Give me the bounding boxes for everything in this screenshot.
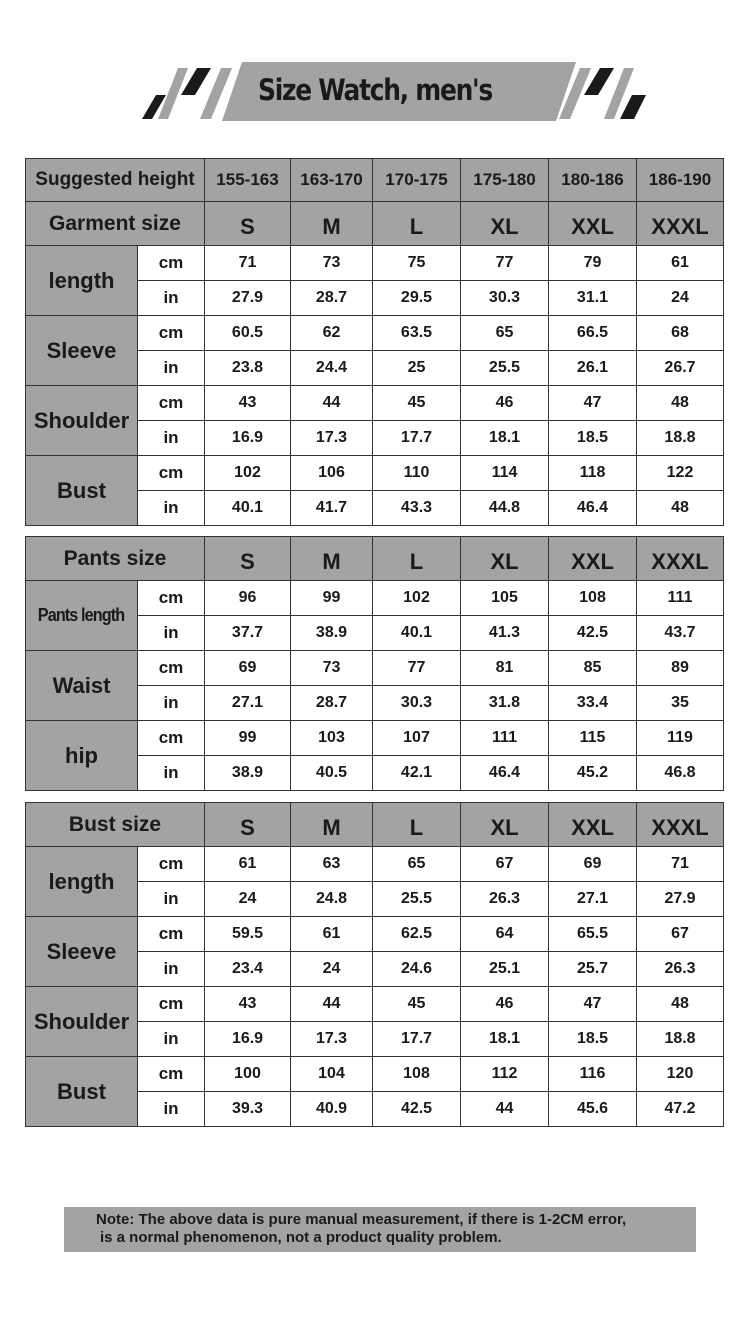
size-header-row (26, 202, 724, 246)
garment-size-label: Garment size (26, 202, 205, 246)
unit-in: in (138, 952, 205, 987)
size-cell: M (291, 803, 373, 847)
value-cell: 23.8 (205, 351, 291, 386)
value-cell: 105 (461, 581, 549, 616)
value-cell: 81 (461, 651, 549, 686)
value-cell: 102 (373, 581, 461, 616)
value-cell: 43.7 (637, 616, 724, 651)
size-cell: XXL (549, 202, 637, 246)
value-cell: 112 (461, 1057, 549, 1092)
value-cell: 85 (549, 651, 637, 686)
unit-in: in (138, 616, 205, 651)
value-cell: 25.1 (461, 952, 549, 987)
value-cell: 42.1 (373, 756, 461, 791)
size-cell: XXXL (637, 537, 724, 581)
value-cell: 48 (637, 386, 724, 421)
size-cell: M (291, 537, 373, 581)
height-cell: 180-186 (549, 159, 637, 202)
value-cell: 71 (205, 246, 291, 281)
row-label: Waist (26, 651, 138, 721)
value-cell: 75 (373, 246, 461, 281)
bust-size-table (25, 802, 724, 1127)
value-cell: 24.6 (373, 952, 461, 987)
value-cell: 30.3 (373, 686, 461, 721)
unit-in: in (138, 281, 205, 316)
table-row (26, 316, 724, 351)
value-cell: 17.3 (291, 421, 373, 456)
unit-cm: cm (138, 386, 205, 421)
pants-size-table (25, 536, 724, 791)
value-cell: 18.8 (637, 1022, 724, 1057)
value-cell: 107 (373, 721, 461, 756)
table-row (26, 721, 724, 756)
value-cell: 68 (637, 316, 724, 351)
value-cell: 63 (291, 847, 373, 882)
value-cell: 16.9 (205, 421, 291, 456)
value-cell: 46.8 (637, 756, 724, 791)
value-cell: 24 (291, 952, 373, 987)
size-header-row (26, 537, 724, 581)
value-cell: 116 (549, 1057, 637, 1092)
value-cell: 27.9 (637, 882, 724, 917)
value-cell: 114 (461, 456, 549, 491)
table-row (26, 386, 724, 421)
row-label: hip (26, 721, 138, 791)
value-cell: 47 (549, 987, 637, 1022)
value-cell: 18.1 (461, 1022, 549, 1057)
value-cell: 17.3 (291, 1022, 373, 1057)
row-label: Shoulder (26, 987, 138, 1057)
value-cell: 73 (291, 651, 373, 686)
value-cell: 44 (461, 1092, 549, 1127)
height-cell: 186-190 (637, 159, 724, 202)
table-row (26, 987, 724, 1022)
table-row (26, 651, 724, 686)
unit-cm: cm (138, 987, 205, 1022)
row-label: Bust (26, 1057, 138, 1127)
value-cell: 43.3 (373, 491, 461, 526)
value-cell: 35 (637, 686, 724, 721)
unit-in: in (138, 1092, 205, 1127)
value-cell: 108 (373, 1057, 461, 1092)
value-cell: 67 (461, 847, 549, 882)
value-cell: 59.5 (205, 917, 291, 952)
value-cell: 77 (373, 651, 461, 686)
size-cell: L (373, 537, 461, 581)
value-cell: 42.5 (373, 1092, 461, 1127)
value-cell: 61 (205, 847, 291, 882)
size-cell: XXXL (637, 803, 724, 847)
value-cell: 24.4 (291, 351, 373, 386)
value-cell: 40.5 (291, 756, 373, 791)
value-cell: 64 (461, 917, 549, 952)
value-cell: 118 (549, 456, 637, 491)
value-cell: 45 (373, 386, 461, 421)
value-cell: 27.9 (205, 281, 291, 316)
value-cell: 48 (637, 491, 724, 526)
value-cell: 28.7 (291, 281, 373, 316)
value-cell: 33.4 (549, 686, 637, 721)
value-cell: 27.1 (205, 686, 291, 721)
size-cell: S (205, 202, 291, 246)
value-cell: 65 (373, 847, 461, 882)
unit-in: in (138, 351, 205, 386)
value-cell: 111 (461, 721, 549, 756)
value-cell: 43 (205, 987, 291, 1022)
value-cell: 17.7 (373, 1022, 461, 1057)
value-cell: 110 (373, 456, 461, 491)
value-cell: 67 (637, 917, 724, 952)
value-cell: 66.5 (549, 316, 637, 351)
value-cell: 99 (291, 581, 373, 616)
value-cell: 65 (461, 316, 549, 351)
value-cell: 104 (291, 1057, 373, 1092)
value-cell: 16.9 (205, 1022, 291, 1057)
size-cell: L (373, 803, 461, 847)
value-cell: 18.1 (461, 421, 549, 456)
row-label: length (26, 847, 138, 917)
value-cell: 45.2 (549, 756, 637, 791)
bust-size-label: Bust size (26, 803, 205, 847)
value-cell: 99 (205, 721, 291, 756)
value-cell: 47.2 (637, 1092, 724, 1127)
value-cell: 120 (637, 1057, 724, 1092)
value-cell: 25 (373, 351, 461, 386)
value-cell: 61 (637, 246, 724, 281)
value-cell: 27.1 (549, 882, 637, 917)
size-cell: XXL (549, 537, 637, 581)
size-cell: XL (461, 803, 549, 847)
value-cell: 42.5 (549, 616, 637, 651)
value-cell: 39.3 (205, 1092, 291, 1127)
size-cell: XL (461, 537, 549, 581)
value-cell: 26.3 (461, 882, 549, 917)
value-cell: 26.1 (549, 351, 637, 386)
value-cell: 46.4 (461, 756, 549, 791)
value-cell: 96 (205, 581, 291, 616)
value-cell: 46 (461, 386, 549, 421)
row-label-cell (26, 581, 138, 651)
value-cell: 28.7 (291, 686, 373, 721)
size-cell: XXL (549, 803, 637, 847)
value-cell: 29.5 (373, 281, 461, 316)
value-cell: 25.5 (373, 882, 461, 917)
value-cell: 31.1 (549, 281, 637, 316)
table-row (26, 1057, 724, 1092)
value-cell: 46.4 (549, 491, 637, 526)
value-cell: 24 (205, 882, 291, 917)
value-cell: 26.3 (637, 952, 724, 987)
row-label: length (26, 246, 138, 316)
value-cell: 115 (549, 721, 637, 756)
value-cell: 18.5 (549, 421, 637, 456)
value-cell: 23.4 (205, 952, 291, 987)
value-cell: 38.9 (291, 616, 373, 651)
value-cell: 65.5 (549, 917, 637, 952)
pants-size-label: Pants size (26, 537, 205, 581)
value-cell: 71 (637, 847, 724, 882)
size-cell: S (205, 803, 291, 847)
table-row (26, 246, 724, 281)
value-cell: 30.3 (461, 281, 549, 316)
row-label: Sleeve (26, 917, 138, 987)
value-cell: 45.6 (549, 1092, 637, 1127)
value-cell: 69 (205, 651, 291, 686)
table-row (26, 456, 724, 491)
value-cell: 60.5 (205, 316, 291, 351)
unit-in: in (138, 686, 205, 721)
page-title: Size Watch, men's (258, 73, 492, 107)
value-cell: 119 (637, 721, 724, 756)
value-cell: 73 (291, 246, 373, 281)
value-cell: 40.1 (373, 616, 461, 651)
size-cell: XL (461, 202, 549, 246)
value-cell: 41.7 (291, 491, 373, 526)
value-cell: 45 (373, 987, 461, 1022)
value-cell: 69 (549, 847, 637, 882)
table-row (26, 917, 724, 952)
value-cell: 79 (549, 246, 637, 281)
unit-cm: cm (138, 581, 205, 616)
value-cell: 106 (291, 456, 373, 491)
row-label: Shoulder (26, 386, 138, 456)
height-row (26, 159, 724, 202)
height-cell: 170-175 (373, 159, 461, 202)
value-cell: 24.8 (291, 882, 373, 917)
value-cell: 40.1 (205, 491, 291, 526)
size-cell: M (291, 202, 373, 246)
value-cell: 44.8 (461, 491, 549, 526)
value-cell: 41.3 (461, 616, 549, 651)
height-cell: 175-180 (461, 159, 549, 202)
unit-cm: cm (138, 721, 205, 756)
value-cell: 89 (637, 651, 724, 686)
unit-cm: cm (138, 456, 205, 491)
value-cell: 18.8 (637, 421, 724, 456)
row-label: Pants length (38, 605, 125, 625)
height-cell: 155-163 (205, 159, 291, 202)
unit-in: in (138, 1022, 205, 1057)
garment-size-table (25, 158, 724, 526)
unit-in: in (138, 491, 205, 526)
unit-in: in (138, 421, 205, 456)
value-cell: 31.8 (461, 686, 549, 721)
row-label: Sleeve (26, 316, 138, 386)
value-cell: 102 (205, 456, 291, 491)
unit-cm: cm (138, 246, 205, 281)
value-cell: 25.7 (549, 952, 637, 987)
value-cell: 103 (291, 721, 373, 756)
value-cell: 37.7 (205, 616, 291, 651)
value-cell: 46 (461, 987, 549, 1022)
row-label: Bust (26, 456, 138, 526)
value-cell: 111 (637, 581, 724, 616)
value-cell: 47 (549, 386, 637, 421)
value-cell: 25.5 (461, 351, 549, 386)
value-cell: 108 (549, 581, 637, 616)
unit-cm: cm (138, 847, 205, 882)
value-cell: 44 (291, 386, 373, 421)
size-header-row (26, 803, 724, 847)
value-cell: 62.5 (373, 917, 461, 952)
value-cell: 44 (291, 987, 373, 1022)
unit-in: in (138, 882, 205, 917)
value-cell: 77 (461, 246, 549, 281)
value-cell: 61 (291, 917, 373, 952)
unit-cm: cm (138, 316, 205, 351)
note-line-1: Note: The above data is pure manual measurement, if there is 1-2CM error, (96, 1211, 627, 1228)
value-cell: 62 (291, 316, 373, 351)
value-cell: 26.7 (637, 351, 724, 386)
size-cell: S (205, 537, 291, 581)
value-cell: 122 (637, 456, 724, 491)
value-cell: 63.5 (373, 316, 461, 351)
value-cell: 40.9 (291, 1092, 373, 1127)
value-cell: 100 (205, 1057, 291, 1092)
value-cell: 38.9 (205, 756, 291, 791)
height-cell: 163-170 (291, 159, 373, 202)
table-row (26, 581, 724, 616)
value-cell: 17.7 (373, 421, 461, 456)
value-cell: 43 (205, 386, 291, 421)
unit-cm: cm (138, 651, 205, 686)
size-cell: L (373, 202, 461, 246)
suggested-height-label: Suggested height (26, 159, 205, 202)
value-cell: 18.5 (549, 1022, 637, 1057)
title-banner (0, 0, 750, 140)
value-cell: 48 (637, 987, 724, 1022)
note-line-2: is a normal phenomenon, not a product quality problem. (100, 1229, 502, 1246)
unit-cm: cm (138, 917, 205, 952)
disclaimer-note (64, 1207, 696, 1252)
unit-in: in (138, 756, 205, 791)
value-cell: 24 (637, 281, 724, 316)
table-row (26, 847, 724, 882)
unit-cm: cm (138, 1057, 205, 1092)
size-cell: XXXL (637, 202, 724, 246)
